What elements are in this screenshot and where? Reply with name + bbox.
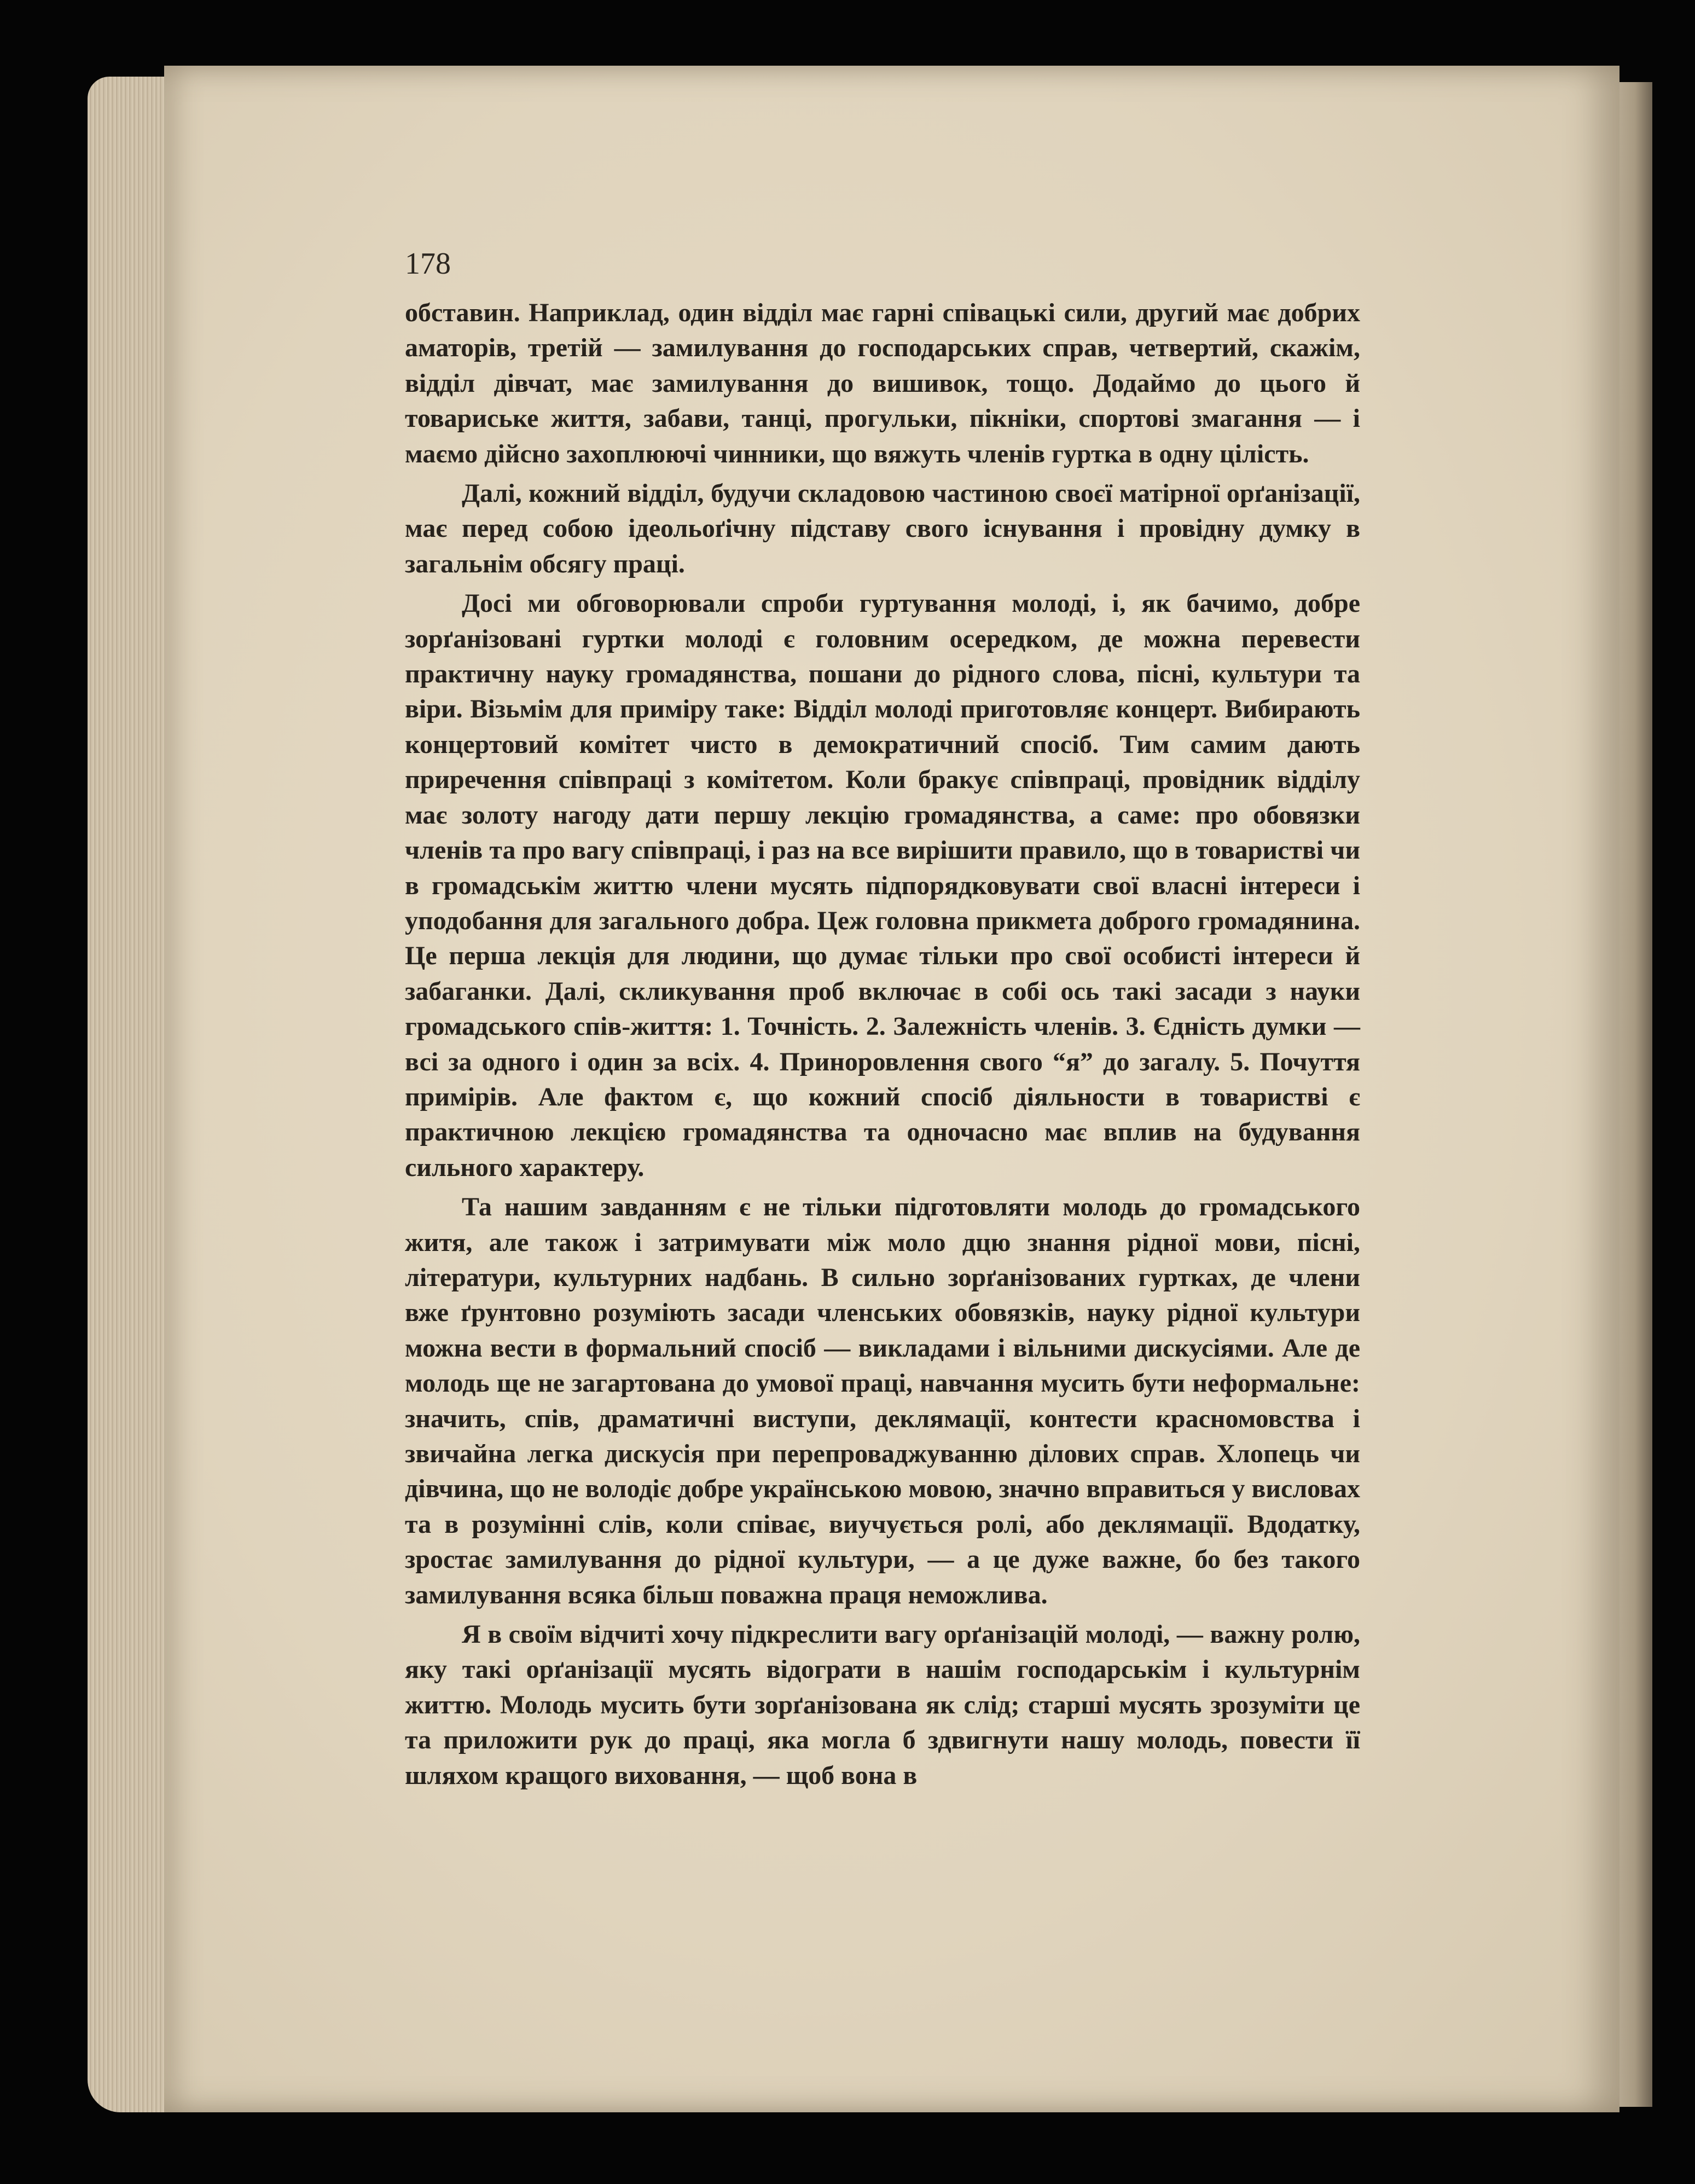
paragraph-1: обставин. Наприклад, один відділ має гарні співацькі сили, другий має добрих аматорів, третій — замилування до господарських справ, четвертий, скажім, відділ дівчат, має замилування до вишивок, тощо. Додаймо до цього й товариське життя, забави, танці, прогульки, пікніки, спортові змагання — і маємо дійсно захоплюючі чинники, що вяжуть членів гуртка в одну цілість. (405, 298, 1360, 468)
paragraph-2: Далі, кожний відділ, будучи складовою частиною своєї матірної орґанізації, має перед собою ідеольоґічну підставу свого існування і провідну думку в загальнім обсягу праці. (405, 479, 1360, 578)
paragraph-4: Та нашим завданням є не тільки підготовляти молодь до громадського житя, але також і затримувати між моло дцю знання рідної мови, пісні, літератури, культурних надбань. В сильно зорґанізованих гуртках, де члени вже ґрунтовно розуміють засади членських обовязків, науку рідної культури можна вести в формальний спосіб — викладами і вільними дискусіями. Але де молодь ще не загартована до умової праці, навчання мусить бути неформальне: значить, спів, драматичні виступи, деклямації, контести красномовства і звичайна легка дискусія при перепроваджуванню ділових справ. Хлопець чи дівчина, що не володіє добре українською мовою, значно вправиться у висловах та в розумінні слів, коли співає, виучується ролі, або деклямації. Вдодатку, зростає замилування до рідної культури, — а це дуже важне, бо без такого замилування всяка більш поважна праця неможлива. (405, 1192, 1360, 1609)
paragraph-3: Досі ми обговорювали спроби гуртування молоді, і, як бачимо, добре зорґанізовані гуртки молоді є головним осередком, де можна перевести практичну науку громадянства, пошани до рідного слова, пісні, культури та віри. Візьмім для приміру таке: Відділ молоді приготовляє концерт. Вибирають концертовий комітет чисто в демократичний спосіб. Тим самим дають приречення співпраці з комітетом. Коли бракує співпраці, провідник відділу має золоту нагоду дати першу лекцію громадянства, а саме: про обовязки членів та про вагу співпраці, і раз на все вирішити правило, що в товаристві чи в громадськім життю члени мусять підпорядковувати свої власні інтереси і уподобання для загального добра. Цеж головна прикмета доброго громадянина. Це перша лекція для людини, що думає тільки про свої особисті інтереси й забаганки. Далі, скликування проб включає в собі ось такі засади з науки громадського спів-життя: 1. Точність. 2. Залежність членів. 3. Єдність думки — всі за одного і один за всіх. 4. Приноровлення свого “я” до загалу. 5. Почуття примірів. Але фактом є, що кожний спосіб діяльности в товаристві є практичною лекцією громадянства та одночасно має вплив на будування сильного характеру. (405, 589, 1360, 1182)
page-number: 178 (405, 247, 451, 281)
paragraph-5: Я в своїм відчиті хочу підкреслити вагу орґанізацій молоді, — важну ролю, яку такі орґанізації мусять відограти в нашім господарськім і культурнім життю. Молодь мусить бути зорґанізована як слід; старші мусять зрозуміти це та приложити рук до праці, яка могла б здвигнути нашу молодь, повести її шляхом кращого виховання, — щоб вона в (405, 1620, 1360, 1790)
body-text (405, 296, 1360, 1793)
